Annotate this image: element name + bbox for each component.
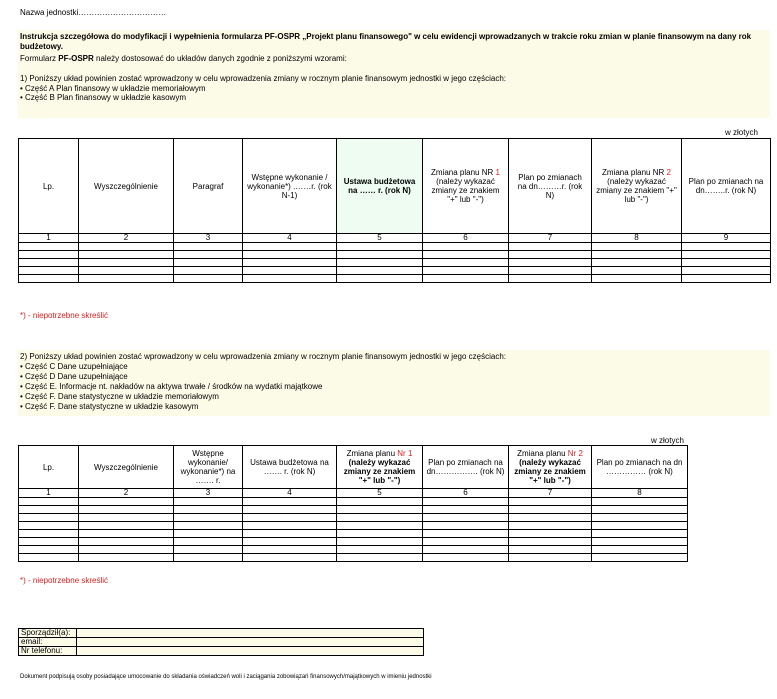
section2-block <box>18 350 770 416</box>
t1-num: 7 <box>509 234 592 243</box>
t2-col-change1: Zmiana planu Nr 1 (należy wykazać zmiany ze znakiem "+" lub "-") <box>337 446 423 489</box>
t1-col-paragraph: Paragraf <box>174 139 243 234</box>
email-field[interactable] <box>77 638 424 647</box>
table-2 <box>18 445 688 562</box>
t2-num: 8 <box>592 489 688 498</box>
t1-col-preliminary: Wstępne wykonanie / wykonanie*) .……r. (rok N-1) <box>243 139 337 234</box>
t1-col-budget: Ustawa budżetowa na …… r. (rok N) <box>337 139 423 234</box>
t1-col-lp: Lp. <box>19 139 79 234</box>
prepared-by-label: Sporządził(a): <box>19 629 77 638</box>
t1-col-plan-after1: Plan po zmianach na dn………r. (rok N) <box>509 139 592 234</box>
signature-table <box>18 628 424 656</box>
table-row <box>19 514 688 522</box>
table-row <box>19 259 771 267</box>
section1-item-b: • Część B Plan finansowy w układzie kasowym <box>20 93 186 102</box>
table-row <box>19 267 771 275</box>
t2-num: 2 <box>79 489 174 498</box>
t2-num: 7 <box>509 489 592 498</box>
email-label: email: <box>19 638 77 647</box>
form-line: Formularz PF-OSPR należy dostosować do układów danych zgodnie z poniższymi wzorami: <box>20 54 347 63</box>
table-row <box>19 275 771 283</box>
t2-num: 3 <box>174 489 243 498</box>
t1-col-plan-after2: Plan po zmianach na dn……..r. (rok N) <box>682 139 771 234</box>
section1-currency: w złotych <box>725 128 758 137</box>
t2-col-desc: Wyszczególnienie <box>79 446 174 489</box>
t2-num: 6 <box>423 489 509 498</box>
t2-col-budget: Ustawa budżetowa na ……. r. (rok N) <box>243 446 337 489</box>
section2-item-e: • Część E. Informacje nt. nakładów na aktywa trwałe / środków na wydatki majątkowe <box>20 382 323 391</box>
t2-col-plan-after2: Plan po zmianach na dn …………… (rok N) <box>592 446 688 489</box>
instruction-title: Instrukcja szczegółowa do modyfikacji i wypełnienia formularza PF-OSPR „Projekt planu finansowego" w celu ewidencji wprowadzanych w trakcie roku zmian w planie finansowym na dany rok budżetowy. <box>20 32 752 51</box>
section2-footnote: *) - niepotrzebne skreślić <box>20 576 109 585</box>
unit-name: Nazwa jednostki…………………………… <box>20 8 167 17</box>
section1-intro: 1) Poniższy układ powinien zostać wprowadzony w celu wprowadzenia zmiany w rocznym planie finansowym jednostki w jego częściach: <box>20 74 506 83</box>
section2-intro: 2) Poniższy układ powinien zostać wprowadzony w celu wprowadzenia zmiany w rocznym planie finansowym jednostki w jego częściach: <box>20 352 506 361</box>
section2-item-f2: • Część F. Dane statystyczne w układzie kasowym <box>20 402 199 411</box>
t1-num: 9 <box>682 234 771 243</box>
t2-num: 1 <box>19 489 79 498</box>
t1-num: 6 <box>423 234 509 243</box>
table-row <box>19 554 688 562</box>
phone-field[interactable] <box>77 647 424 656</box>
table-row <box>19 243 771 251</box>
t2-col-plan-after1: Plan po zmianach na dn……………. (rok N) <box>423 446 509 489</box>
table-row <box>19 546 688 554</box>
section2-item-f1: • Część F. Dane statystyczne w układzie memoriałowym <box>20 392 219 401</box>
t1-num: 1 <box>19 234 79 243</box>
t1-num: 5 <box>337 234 423 243</box>
t1-col-change2: Zmiana planu NR 2 (należy wykazać zmiany ze znakiem "+" lub "-") <box>592 139 682 234</box>
table-row <box>19 506 688 514</box>
t2-num: 5 <box>337 489 423 498</box>
t2-col-lp: Lp. <box>19 446 79 489</box>
t2-col-change2: Zmiana planu Nr 2 (należy wykazać zmiany ze znakiem "+" lub "-") <box>509 446 592 489</box>
instruction-block <box>18 30 770 118</box>
t1-num: 8 <box>592 234 682 243</box>
table-1 <box>18 138 771 283</box>
table-row <box>19 498 688 506</box>
t1-num: 3 <box>174 234 243 243</box>
t1-num: 4 <box>243 234 337 243</box>
section1-item-a: • Część A Plan finansowy w układzie memoriałowym <box>20 84 206 93</box>
section1-footnote: *) - niepotrzebne skreślić <box>20 311 109 320</box>
section2-item-d: • Część D Dane uzupełniające <box>20 372 128 381</box>
prepared-by-field[interactable] <box>77 629 424 638</box>
table-row <box>19 251 771 259</box>
section2-currency: w złotych <box>651 436 684 445</box>
table-row <box>19 530 688 538</box>
table-row <box>19 538 688 546</box>
t1-num: 2 <box>79 234 174 243</box>
footer-note: Dokument podpisują osoby posiadające umocowanie do składania oświadczeń woli i zaciągania zobowiązań finansowych/majątkowych w imieniu jednostki <box>20 674 432 680</box>
t1-col-desc: Wyszczególnienie <box>79 139 174 234</box>
phone-label: Nr telefonu: <box>19 647 77 656</box>
t2-col-preliminary: Wstępne wykonanie/ wykonanie*) na ……. r. <box>174 446 243 489</box>
t2-num: 4 <box>243 489 337 498</box>
t1-col-change1: Zmiana planu NR 1 (należy wykazać zmiany ze znakiem "+" lub "-") <box>423 139 509 234</box>
table-row <box>19 522 688 530</box>
section2-item-c: • Część C Dane uzupełniające <box>20 362 128 371</box>
